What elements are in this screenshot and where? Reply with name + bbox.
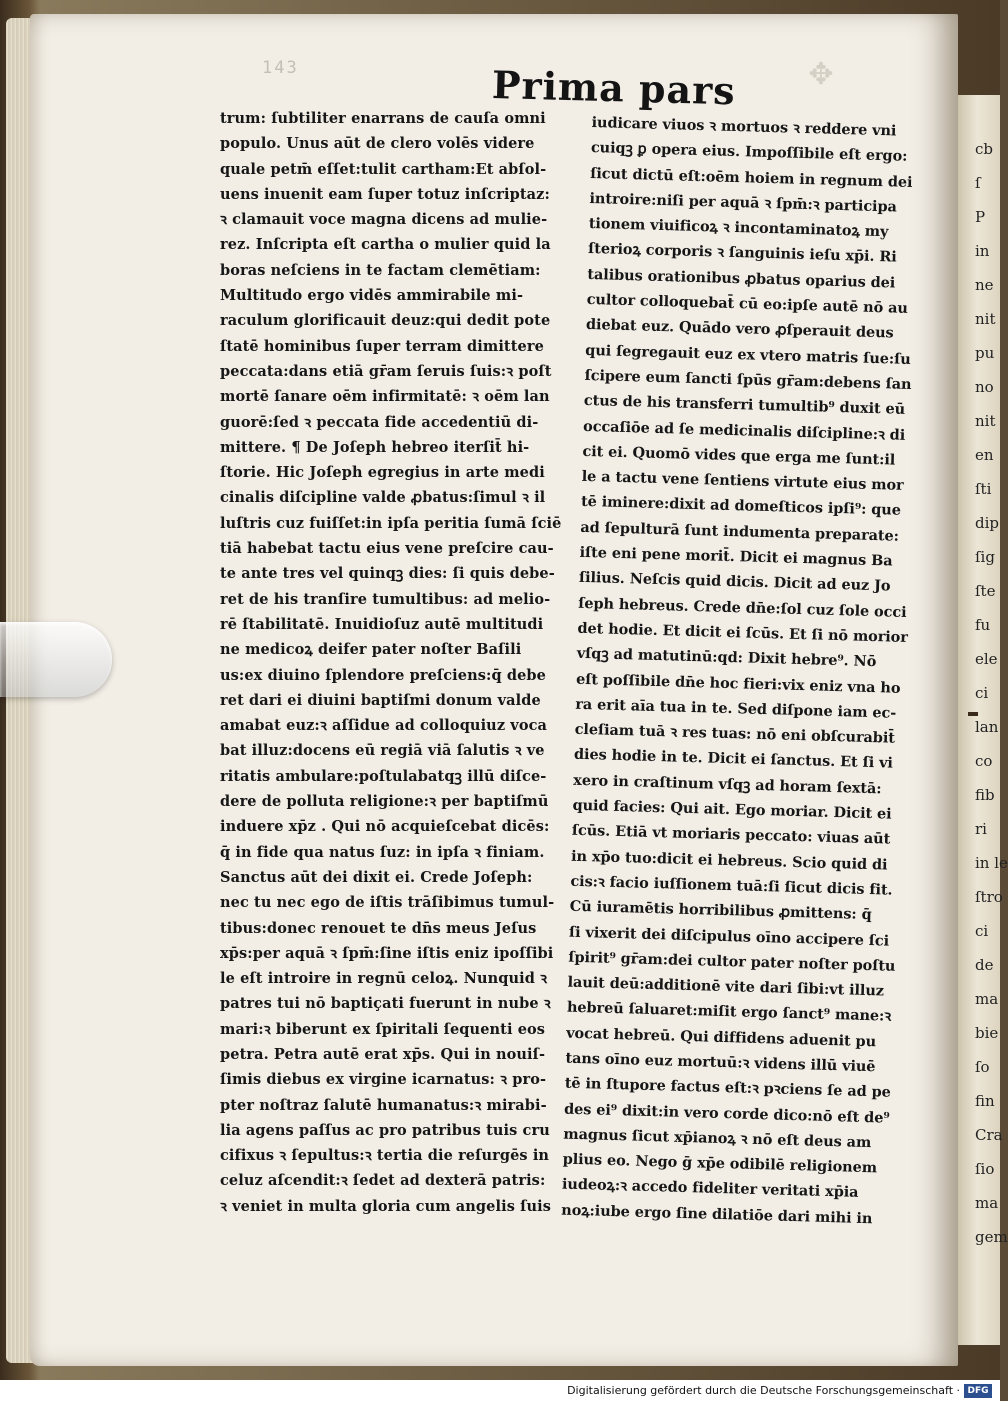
text-line: qui ſegregauit euz ex vtero matris ſue:ſu	[585, 341, 911, 368]
text-line: iſte eni pene morit̄. Dicit ei magnus Ba	[579, 543, 893, 570]
text-line: quale petm̄ eſſet:tulit cartham:Et abſol‑	[220, 160, 547, 178]
text-line: noꝝ:iube ergo ſine dilatiōe dari mihi in	[561, 1201, 873, 1228]
text-line: cuiqꝫ ꝑ opera eius. Impoſſibile eſt ergo:	[590, 139, 908, 166]
text-line: lia agens paſſus ac pro patribus tuis cru	[220, 1121, 550, 1139]
text-line: le a tactu vene ſentiens virtute eius mor	[581, 468, 904, 494]
text-line: ꝛ clamauit voce magna dicens ad mulie‑	[220, 211, 548, 229]
facing-page-fragment: ſio	[975, 1160, 995, 1178]
facing-page-fragment: ſte	[975, 582, 996, 600]
facing-page-fragment: de	[975, 956, 994, 974]
facing-page-fragment: no	[975, 378, 994, 396]
text-line: bat illuz:docens eū regiā viā ſalutis ꝛ ve	[220, 742, 545, 760]
footer-credit: Digitalisierung gefördert durch die Deutsche Forschungsgemeinschaft ·	[567, 1384, 960, 1397]
facing-page-fragment: ma	[975, 990, 999, 1008]
text-line: te ante tres vel quinqꝫ dies: ſi quis debe‑	[220, 565, 555, 583]
running-head: Prima pars	[491, 62, 737, 114]
text-line: ſterioꝝ corporis ꝛ ſanguinis ieſu xp̄i. Ri	[587, 240, 897, 267]
facing-page-fragment: ſo	[975, 1058, 990, 1076]
right-text-column	[561, 110, 942, 1232]
text-line: dies hodie in te. Dicit ei ſanctus. Et ſi vi	[573, 746, 894, 773]
text-line: iudeoꝝ:ꝛ accedo fideliter veritati xp̄ia	[561, 1176, 859, 1202]
text-line: ſilius. Neſcis quid dicis. Dicit ad euz Jo	[578, 569, 891, 595]
facing-page-fragment: Cra	[975, 1126, 1003, 1144]
text-line: luſtris cuz fuiſſet:in ipſa peritia ſumā ſciē	[220, 514, 562, 532]
text-line: plius eo. Nego ḡ xp̄e odibilē religionem	[562, 1150, 878, 1177]
facing-page-fragment: gem	[975, 1228, 1008, 1246]
text-line: det hodie. Et dicit ei ſcūs. Et ſi nō morior	[577, 619, 909, 646]
text-line: nec tu nec ego de iſtis trāſibimus tumul‑	[220, 894, 555, 912]
text-line: tibus:donec renouet te dn̄s meus Jeſus	[220, 919, 537, 937]
facing-page-fragment: dip	[975, 514, 1000, 532]
facing-page-fragment: ri	[975, 820, 987, 838]
text-line: ꝛ veniet in multa gloria cum angelis ſuis	[220, 1197, 551, 1215]
text-line: mari:ꝛ biberunt ex ſpiritali ſequenti eos	[220, 1020, 546, 1038]
text-line: ret dari ei diuini baptiſmi donum valde	[220, 691, 541, 709]
text-line: ſtorie. Hic Joſeph egregius in arte medi	[220, 464, 545, 482]
text-line: mittere. ¶ De Joſeph hebreo iterſit̄ hi‑	[220, 438, 530, 456]
text-line: pter noſtraz ſalutē humanatus:ꝛ mirabi‑	[220, 1096, 547, 1114]
text-line: introire:niſi per aquā ꝛ ſpm̄:ꝛ participa	[589, 189, 898, 216]
text-line: mortē ſanare oēm infirmitatē: ꝛ oēm lan	[220, 388, 550, 406]
text-line: in xp̄o tuo:dicit ei hebreus. Scio quid di	[570, 847, 888, 874]
text-line: xero in craſtinum vſqꝫ ad horam ſextā:	[573, 771, 882, 798]
text-line: dere de polluta religione:ꝛ per baptiſmū	[220, 793, 549, 811]
facing-page-fragment: nit	[975, 310, 996, 328]
text-line: talibus orationibus ꝓbatus oparius dei	[587, 265, 896, 292]
text-line: xp̄s:per aquā ꝛ ſpm̄:ſine iſtis eniz ipoſſibi	[220, 944, 554, 962]
text-line: petra. Petra autē erat xp̄s. Qui in nouiſ‑	[220, 1045, 546, 1063]
facing-page-fragment: co	[975, 752, 993, 770]
text-line: uens inuenit eam ſuper totuz inſcriptaz:	[220, 185, 550, 203]
facing-page-fragment: en	[975, 446, 994, 464]
facing-page-fragment: ſtro	[975, 888, 1003, 906]
text-line: des ei⁹ dixit:in vero corde dico:nō eſt de⁹	[563, 1100, 890, 1127]
text-line: raculum glorificauit deuz:qui dedit pote	[220, 312, 551, 330]
text-line: ſi vixerit dei diſcipulus oīno accipere ſci	[568, 923, 890, 950]
facing-page-fragment: cb	[975, 140, 994, 158]
facing-page	[955, 95, 1008, 1345]
text-line: ſicut dictū eſt:oēm hoiem in regnum dei	[590, 164, 913, 191]
text-line: rez. Inſcripta eſt cartha o mulier quid la	[220, 236, 551, 254]
text-line: rē ſtabilitatē. Inuidioſuz autē multitudi	[220, 615, 544, 633]
text-line: Cū iuramētis horribilibus ꝓmittens: q̄	[569, 897, 872, 924]
text-line: eſt poſſibile dn̄e hoc fieri:vix eniz vna ho	[575, 670, 901, 697]
text-line: tē iminere:dixit ad domeſticos ipſi⁹: que	[580, 493, 902, 520]
text-line: ra erit aīa tua in te. Sed diſpone iam ec‑	[575, 695, 897, 722]
facing-page-fragment: nit	[975, 412, 996, 430]
text-line: hebreū ſaluaret:miſit ergo ſanct⁹ mane:ꝛ	[566, 999, 892, 1026]
text-line: boras neſciens in te factam clemētiam:	[220, 261, 541, 279]
text-line: vſqꝫ ad matutinū:qd: Dixit hebre⁹. Nō	[576, 645, 877, 671]
text-line: cit ei. Quomō vides que erga me ſunt:il	[582, 442, 896, 469]
text-line: Multitudo ergo vidēs ammirabile mi‑	[220, 287, 524, 305]
text-line: iudicare viuos ꝛ mortuos ꝛ reddere vni	[591, 113, 897, 140]
text-line: tionem viuificoꝝ ꝛ incontaminatoꝝ my	[588, 215, 889, 241]
text-line: cinalis diſcipline valde ꝓbatus:ſimul ꝛ il	[220, 489, 546, 507]
text-line: le eſt introire in regnū celoꝝ. Nunquid ꝛ	[220, 970, 548, 988]
facing-page-fragment: ci	[975, 922, 989, 940]
facing-page-fragment: lan	[975, 718, 999, 736]
text-line: celuz aſcendit:ꝛ ſedet ad dexterā patris:	[220, 1172, 546, 1190]
folio-mark: 143	[262, 58, 299, 78]
text-line: ſcipere eum ſancti ſpūs gr̄am:debens ſan	[584, 366, 912, 393]
facing-page-fragment: pu	[975, 344, 995, 362]
text-line: diebat euz. Quādo vero ꝓſperauit deus	[585, 316, 894, 342]
text-line: cifixus ꝛ ſepultus:ꝛ tertia die reſurgēs in	[220, 1147, 550, 1165]
facing-page-fragment: ma	[975, 1194, 999, 1212]
page-clip	[0, 622, 112, 697]
text-line: ſimis diebus ex virgine icarnatus: ꝛ pro‑	[220, 1071, 547, 1089]
text-line: tans oīno euz mortuū:ꝛ videns illū viuē	[565, 1049, 876, 1076]
text-line: magnus ſicut xp̄ianoꝝ ꝛ nō eſt deus am	[563, 1125, 872, 1152]
facing-page-fragment: fin	[975, 1092, 995, 1110]
footer-bar	[0, 1380, 1000, 1401]
text-line: ret de his tranſire tumultibus: ad melio‑	[220, 590, 551, 608]
facing-page-fragment: fu	[975, 616, 991, 634]
facing-page-fragment: ele	[975, 650, 998, 668]
facing-page-fragment: ſti	[975, 480, 992, 498]
left-text-column	[220, 106, 570, 1219]
facing-page-fragment: ſig	[975, 548, 995, 566]
facing-page-fragment: in le	[975, 854, 1008, 872]
text-line: ctus de his transferri tumultib⁹ duxit eū	[583, 392, 906, 419]
text-line: patres tui nō baptiçati fuerunt in nube ꝛ	[220, 995, 551, 1013]
text-line: induere xp̄z . Qui nō acquieſcebat dicēs:	[220, 818, 550, 836]
text-line: amabat euz:ꝛ aſſidue ad colloquiuz voca	[220, 717, 548, 735]
text-line: trum: ſubtiliter enarrans de cauſa omni	[220, 110, 546, 127]
text-line: guorē:ſed ꝛ peccata fide accedentiū di‑	[220, 413, 539, 431]
facing-page-fragment: fib	[975, 786, 995, 804]
text-line: ne medicoꝝ deifer pater noſter Baſili	[220, 641, 522, 659]
text-line: cis:ꝛ facio iuſſionem tuā:ſi ſicut dicis fit.	[570, 872, 893, 899]
text-line: vocat hebreū. Qui diffidens aduenit pu	[565, 1024, 877, 1050]
text-line: tē in ſtupore factus eſt:ꝛ pꝛciens ſe ad pe	[564, 1074, 892, 1102]
text-line: q̄ in fide qua natus ſuz: in ipſa ꝛ finiam.	[220, 843, 545, 861]
text-line: cultor colloquebat̄ cū eo:ipſe autē nō au	[586, 291, 909, 317]
text-line: ſtatē hominibus ſuper terram dimittere	[220, 337, 544, 355]
text-line: quid facies: Qui ait. Ego moriar. Dicit ei	[572, 796, 892, 823]
text-line: ſcūs. Etiā vt moriaris peccato: viuas aūt	[571, 822, 891, 848]
facing-page-fragment: ci	[975, 684, 989, 702]
facing-page-fragment: P	[975, 208, 986, 226]
facing-page-fragment: bie	[975, 1024, 999, 1042]
text-line: Sanctus aūt dei dixit ei. Crede Joſeph:	[220, 868, 533, 886]
text-line: lauit deū:additionē vite dari ſibi:vt illuz	[567, 973, 885, 1000]
facing-page-fragment: in	[975, 242, 990, 260]
text-line: occaſiōe ad ſe medicinalis diſcipline:ꝛ di	[582, 417, 906, 444]
page-tab-marker	[968, 712, 978, 716]
dfg-logo: DFG	[964, 1384, 992, 1398]
text-line: peccata:dans etiā gr̄am ſeruis ſuis:ꝛ poſt	[220, 362, 552, 380]
text-line: us:ex diuino ſplendore preſciens:q̄ debe	[220, 666, 546, 684]
text-line: ſpirit⁹ gr̄am:dei cultor pater noſter poſtu	[568, 948, 896, 975]
text-line: ritatis ambulare:poſtulabatqꝫ illū diſce‑	[220, 767, 547, 785]
text-line: cleſiam tuā ꝛ res tuas: nō eni obſcurabit̄	[574, 720, 896, 747]
text-line: tiā habebat tactu eius vene preſcire cau‑	[220, 540, 554, 558]
facing-page-fragment: ſ	[975, 174, 981, 192]
ornament-icon: ✥	[808, 57, 834, 92]
facing-page-fragment: ne	[975, 276, 994, 294]
text-line: ſeph hebreus. Crede dn̄e:ſol cuz ſole occi	[577, 594, 907, 621]
text-line: populo. Unus aūt de clero volēs videre	[220, 135, 535, 153]
text-line: ad ſepulturā ſunt indumenta preparate:	[580, 518, 900, 545]
